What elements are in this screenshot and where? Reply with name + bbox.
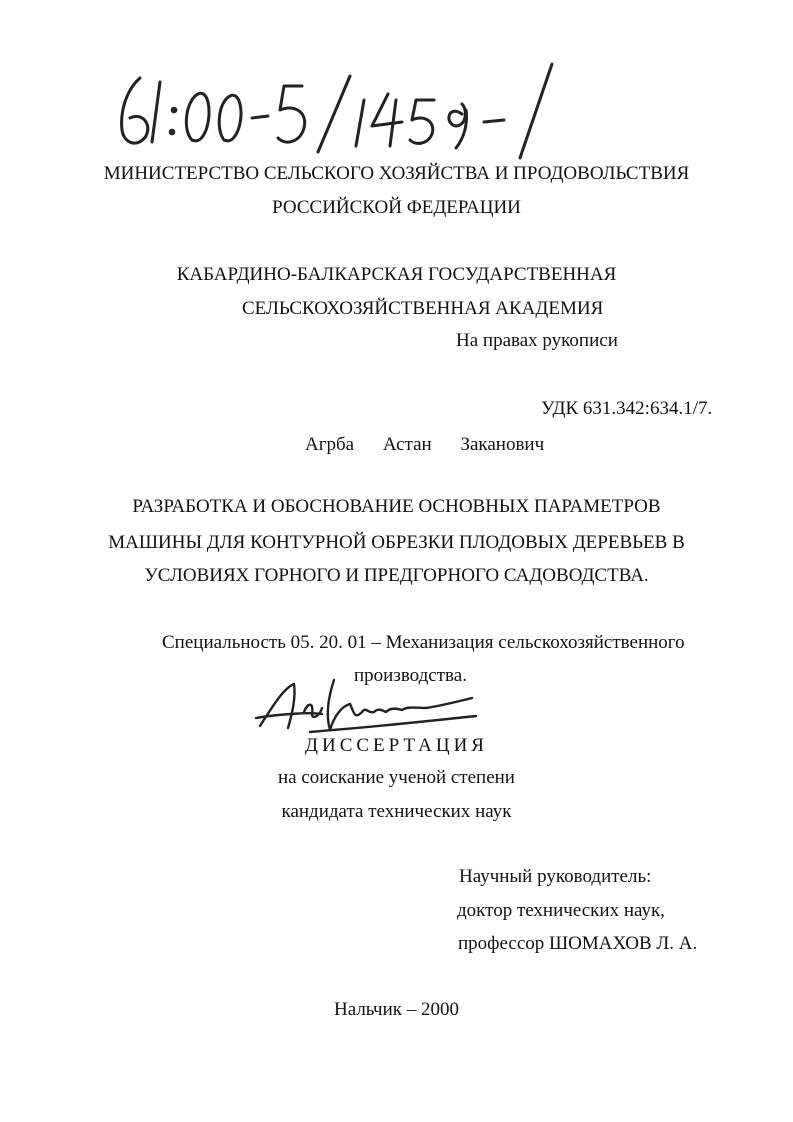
- supervisor-label: Научный руководитель:: [459, 866, 652, 887]
- supervisor-degree: доктор технических наук,: [457, 900, 665, 921]
- title-line-1: РАЗРАБОТКА И ОБОСНОВАНИЕ ОСНОВНЫХ ПАРАМЕТРОВ: [132, 496, 661, 517]
- udk-code: УДК 631.342:634.1/7.: [541, 398, 713, 419]
- place-year: Нальчик – 2000: [334, 999, 459, 1020]
- manuscript-note: На правах рукописи: [456, 330, 618, 351]
- specialty-line-2: производства.: [354, 665, 467, 686]
- author-last-name: Агрба: [305, 434, 355, 455]
- author-name: [293, 434, 556, 456]
- academy-line-2: СЕЛЬСКОХОЗЯЙСТВЕННАЯ АКАДЕМИЯ: [242, 298, 604, 319]
- author-first-name: Астан: [382, 434, 432, 455]
- author-patronymic: Заканович: [460, 434, 545, 455]
- signature: [250, 668, 480, 738]
- supervisor-name: профессор ШОМАХОВ Л. А.: [458, 933, 698, 954]
- title-line-3: УСЛОВИЯХ ГОРНОГО И ПРЕДГОРНОГО САДОВОДСТВА.: [144, 565, 649, 586]
- academy-line-1: КАБАРДИНО-БАЛКАРСКАЯ ГОСУДАРСТВЕННАЯ: [176, 264, 617, 285]
- handwritten-archive-number: [112, 60, 572, 160]
- specialty-line-1: Специальность 05. 20. 01 – Механизация сельскохозяйственного: [162, 632, 685, 653]
- degree-line-2: кандидата технических наук: [281, 801, 512, 822]
- ministry-line-1: МИНИСТЕРСТВО СЕЛЬСКОГО ХОЗЯЙСТВА И ПРОДОВОЛЬСТВИЯ: [103, 163, 690, 184]
- ministry-line-2: РОССИЙСКОЙ ФЕДЕРАЦИИ: [272, 197, 521, 218]
- title-line-2: МАШИНЫ ДЛЯ КОНТУРНОЙ ОБРЕЗКИ ПЛОДОВЫХ ДЕРЕВЬЕВ В: [108, 532, 685, 553]
- document-type: ДИССЕРТАЦИЯ: [305, 735, 488, 756]
- degree-line-1: на соискание ученой степени: [278, 767, 515, 788]
